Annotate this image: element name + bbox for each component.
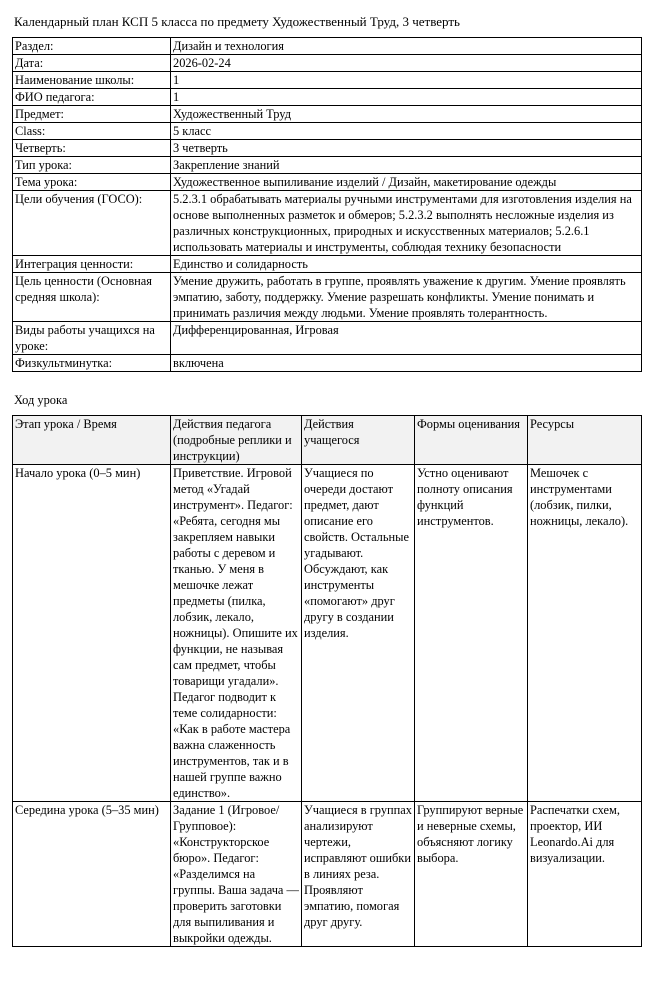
info-label: Интеграция ценности: [13,256,171,273]
lesson-cell-student-actions: Учащиеся по очереди достают предмет, дают описание его свойств. Остальные угадывают. Обсуждают, как инструменты «помогают» друг другу в создании изделия. [302,465,415,802]
header-cell-teacher-actions: Действия педагога (подробные реплики и инструкции) [171,416,302,465]
lesson-cell-teacher-actions: Задание 1 (Игровое/Групповое): «Конструкторское бюро». Педагог: «Разделимся на группы. Ваша задача — проверить заготовки для выпиливания и выкройки одежды. [171,802,302,947]
info-row [13,140,642,157]
lesson-cell-student-actions: Учащиеся в группах анализируют чертежи, исправляют ошибки в линиях реза. Проявляют эмпатию, помогая друг другу. [302,802,415,947]
header-cell-resources: Ресурсы [528,416,642,465]
lesson-cell-resources: Распечатки схем, проектор, ИИ Leonardo.Ai для визуализации. [528,802,642,947]
info-label: Физкультминутка: [13,355,171,372]
header-cell-stage: Этап урока / Время [13,416,171,465]
info-row [13,355,642,372]
info-label: Наименование школы: [13,72,171,89]
info-label: Цели обучения (ГОСО): [13,191,171,256]
info-row [13,256,642,273]
info-table [12,37,642,372]
lesson-table-header-row [13,416,642,465]
info-label: Тип урока: [13,157,171,174]
info-value: Единство и солидарность [171,256,642,273]
info-row [13,72,642,89]
info-label: Виды работы учащихся на уроке: [13,322,171,355]
lesson-cell-stage: Середина урока (5–35 мин) [13,802,171,947]
info-row [13,55,642,72]
info-value: Закрепление знаний [171,157,642,174]
lesson-cell-stage: Начало урока (0–5 мин) [13,465,171,802]
info-label: Четверть: [13,140,171,157]
info-value: 5 класс [171,123,642,140]
info-label: ФИО педагога: [13,89,171,106]
info-value: 2026-02-24 [171,55,642,72]
lesson-cell-assessment: Устно оценивают полноту описания функций инструментов. [415,465,528,802]
info-row [13,89,642,106]
info-row [13,106,642,123]
lesson-cell-assessment: Группируют верные и неверные схемы, объясняют логику выбора. [415,802,528,947]
info-row [13,157,642,174]
lesson-cell-teacher-actions: Приветствие. Игровой метод «Угадай инструмент». Педагог: «Ребята, сегодня мы закрепляем навыки работы с деревом и тканью. У меня в мешочке лежат предметы (пилка, лобзик, лекало, ножницы). Опишите их функции, не называя сам предмет, чтобы товарищи угадали». Педагог подводит к теме солидарности: «Как в работе мастера важна слаженность инструментов, так и в нашей группе важно единство». [171,465,302,802]
info-value: 3 четверть [171,140,642,157]
header-cell-assessment: Формы оценивания [415,416,528,465]
lesson-table [12,415,642,947]
info-value: Дизайн и технология [171,38,642,55]
info-row [13,322,642,355]
info-row [13,174,642,191]
info-label: Предмет: [13,106,171,123]
info-label: Тема урока: [13,174,171,191]
info-value: 5.2.3.1 обрабатывать материалы ручными инструментами для изготовления изделия на основе выполненных разметок и обмеров; 5.2.3.2 выполнять несложные изделия из различных конструкционных, природных и искусственных материалов; 5.2.6.1 использовать материалы и инструменты, соблюдая технику безопасности [171,191,642,256]
info-label: Class: [13,123,171,140]
info-row [13,38,642,55]
document-title: Календарный план КСП 5 класса по предмету Художественный Труд, 3 четверть [14,14,460,29]
header-cell-student-actions: Действия учащегося [302,416,415,465]
lesson-cell-resources: Мешочек с инструментами (лобзик, пилки, ножницы, лекало). [528,465,642,802]
info-value: включена [171,355,642,372]
info-label: Раздел: [13,38,171,55]
info-value: Художественный Труд [171,106,642,123]
info-label: Дата: [13,55,171,72]
lesson-table-row [13,465,642,802]
info-row [13,191,642,256]
info-value: 1 [171,89,642,106]
info-label: Цель ценности (Основная средняя школа): [13,273,171,322]
lesson-table-row [13,802,642,947]
info-value: Дифференцированная, Игровая [171,322,642,355]
info-value: Умение дружить, работать в группе, проявлять уважение к другим. Умение проявлять эмпатию, заботу, поддержку. Умение разрешать конфликты. Умение понимать и принимать различия между людьми. Умение проявлять толерантность. [171,273,642,322]
info-value: Художественное выпиливание изделий / Дизайн, макетирование одежды [171,174,642,191]
info-row [13,123,642,140]
section-label-lesson-flow: Ход урока [14,393,68,407]
info-row [13,273,642,322]
info-value: 1 [171,72,642,89]
